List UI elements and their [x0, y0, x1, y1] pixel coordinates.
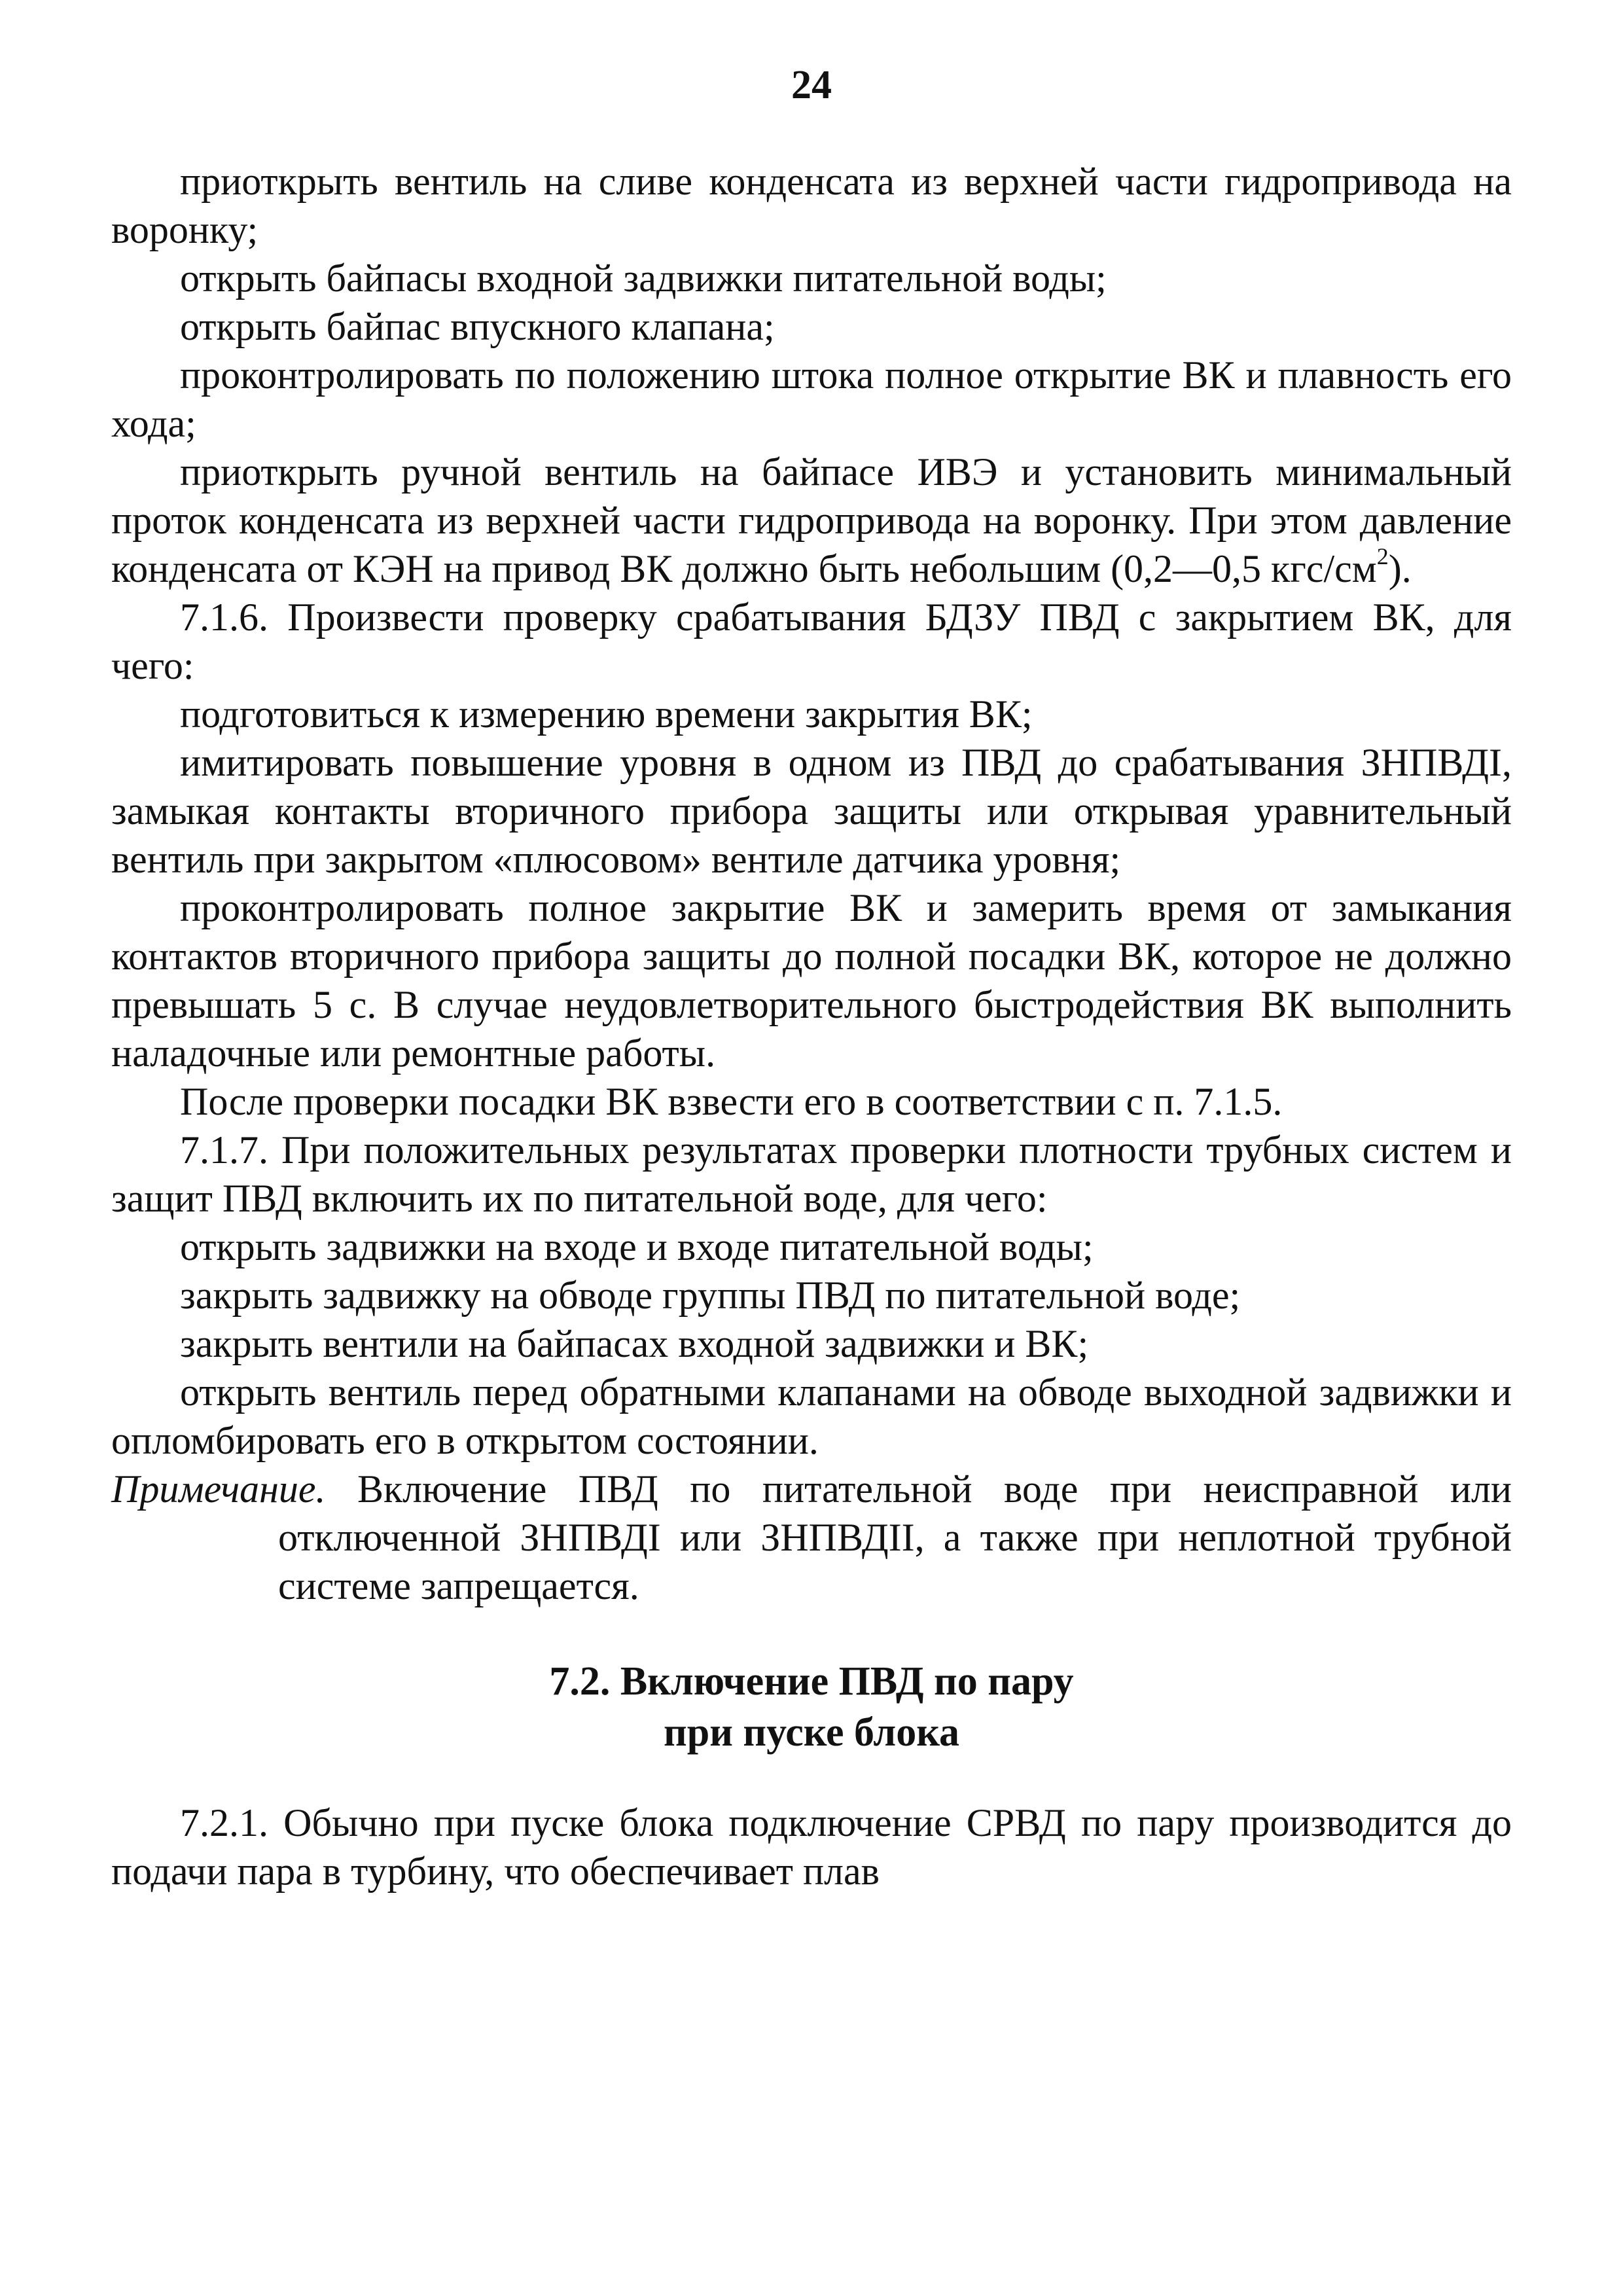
paragraph: приоткрыть вентиль на сливе конденсата из верхней части гидропривода на воронку;	[111, 160, 1512, 251]
paragraph-7-2-1: 7.2.1. Обычно при пуске блока подключение СРВД по пару производится до подачи пара в турбину, что обеспечивает плав	[111, 1801, 1512, 1893]
paragraph-7-1-7: 7.1.7. При положительных результатах проверки плотности трубных систем и защит ПВД включить их по питательной воде, для чего:	[111, 1128, 1512, 1220]
paragraph: После проверки посадки ВК взвести его в соответствии с п. 7.1.5.	[180, 1080, 1283, 1123]
paragraph: открыть байпасы входной задвижки питательной воды;	[180, 257, 1107, 300]
paragraph-pressure	[111, 448, 1512, 593]
paragraph: открыть байпас впускного клапана;	[180, 305, 775, 348]
paragraph: проконтролировать по положению штока полное открытие ВК и плавность его хода;	[111, 353, 1512, 445]
paragraph: проконтролировать полное закрытие ВК и замерить время от замыкания контактов вторичного прибора защиты до полной посадки ВК, которое не должно превышать 5 с. В случае неудовлетворительного быстродействия ВК выполнить наладочные или ремонтные работы.	[111, 886, 1512, 1075]
paragraph: имитировать повышение уровня в одном из ПВД до срабатывания ЗНПВДI, замыкая контакты вторичного прибора защиты или открывая уравнительный вентиль при закрытом «плюсовом» вентиле датчика уровня;	[111, 741, 1512, 881]
section-title-line-2: при пуске блока	[664, 1710, 959, 1755]
note-text: Включение ПВД по питательной воде при неисправной или отключенной ЗНПВДI или ЗНПВДII, а также при неплотной трубной системе запрещается.	[278, 1467, 1512, 1607]
paragraph: закрыть вентили на байпасах входной задвижки и ВК;	[180, 1322, 1089, 1365]
section-title-line-1: 7.2. Включение ПВД по пару	[549, 1659, 1074, 1704]
paragraph-text-end: ).	[1388, 547, 1412, 590]
section-title	[111, 1656, 1512, 1758]
paragraph: закрыть задвижку на обводе группы ПВД по питательной воде;	[180, 1274, 1241, 1317]
paragraph: открыть задвижки на входе и входе питательной воды;	[180, 1225, 1094, 1268]
superscript: 2	[1376, 543, 1389, 569]
paragraph-text: приоткрыть ручной вентиль на байпасе ИВЭ и установить минимальный проток конденсата из верхней части гидропривода на воронку. При этом давление конденсата от КЭН на привод ВК должно быть небольшим (0,2—0,5 кгс/см	[111, 450, 1512, 590]
document-page	[111, 59, 1512, 1895]
paragraph: подготовиться к измерению времени закрытия ВК;	[180, 692, 1033, 736]
paragraph: открыть вентиль перед обратными клапанами на обводе выходной задвижки и опломбировать его в открытом состоянии.	[111, 1371, 1512, 1462]
note-label: Примечание.	[111, 1467, 326, 1511]
page-number: 24	[791, 63, 832, 107]
paragraph-7-1-6: 7.1.6. Произвести проверку срабатывания БДЗУ ПВД с закрытием ВК, для чего:	[111, 596, 1512, 687]
note	[111, 1465, 1512, 1610]
